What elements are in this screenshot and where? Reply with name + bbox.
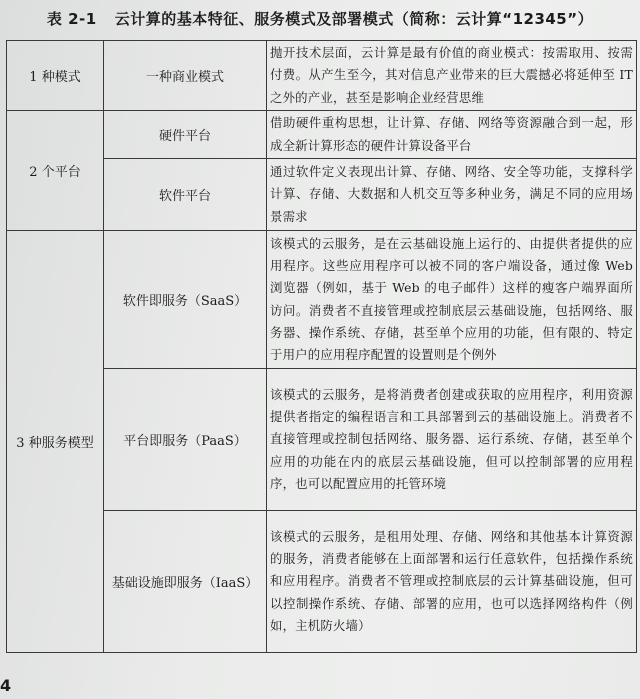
table-row xyxy=(7,111,637,159)
item-desc-cell: 该模式的云服务，是将消费者创建或获取的应用程序，利用资源提供者指定的编程语言和工具部署到云的基础设施上。消费者不直接管理或控制包括网络、服务器、运行系统、存储，甚至单个应用的功能在内的底层云基础设施，但可以控制部署的应用程序，也可以配置应用的托管环境 xyxy=(267,369,637,511)
item-desc-cell: 该模式的云服务，是租用处理、存储、网络和其他基本计算资源的服务，消费者能够在上面部署和运行任意软件，包括操作系统和应用程序。消费者不管理或控制底层的云计算基础设施，但可以控制操作系统、存储、部署的应用，也可以选择网络构件（例如，主机防火墙） xyxy=(267,511,637,653)
item-desc-cell: 抛开技术层面，云计算是最有价值的商业模式：按需取用、按需付费。从产生至今，其对信息产业带来的巨大震撼必将延伸至 IT 之外的产业，甚至是影响企业经营思维 xyxy=(267,41,637,111)
item-name-cell: 基础设施即服务（IaaS） xyxy=(104,511,267,653)
item-name-cell: 平台即服务（PaaS） xyxy=(104,369,267,511)
table-caption xyxy=(0,8,640,29)
item-name-cell: 软件即服务（SaaS） xyxy=(104,231,267,369)
table-number: 表 2-1 xyxy=(46,10,97,28)
table-title: 云计算的基本特征、服务模式及部署模式（简称：云计算“12345”） xyxy=(114,10,594,28)
group-cell: 1 种模式 xyxy=(7,41,104,111)
item-desc-cell: 借助硬件重构思想，让计算、存储、网络等资源融合到一起，形成全新计算形态的硬件计算设备平台 xyxy=(267,111,637,159)
item-name-cell: 软件平台 xyxy=(104,159,267,231)
table-row xyxy=(7,231,637,369)
cloud-features-table xyxy=(6,40,637,653)
item-name-cell: 一种商业模式 xyxy=(104,41,267,111)
item-desc-cell: 通过软件定义表现出计算、存储、网络、安全等功能，支撑科学计算、存储、大数据和人机交互等多种业务，满足不同的应用场景需求 xyxy=(267,159,637,231)
group-cell: 2 个平台 xyxy=(7,111,104,231)
item-desc-cell: 该模式的云服务，是在云基础设施上运行的、由提供者提供的应用程序。这些应用程序可以被不同的客户端设备，通过像 Web 浏览器（例如，基于 Web 的电子邮件）这样的瘦客户端界面所访问。消费者不直接管理或控制底层云基础设施，包括网络、服务器、操作系统、存储，甚至单个应用的功能，但有限的、特定于用户的应用程序配置的设置则是个例外 xyxy=(267,231,637,369)
page-number: 4 xyxy=(0,676,12,695)
table-row xyxy=(7,41,637,111)
item-name-cell: 硬件平台 xyxy=(104,111,267,159)
group-cell: 3 种服务模型 xyxy=(7,231,104,653)
